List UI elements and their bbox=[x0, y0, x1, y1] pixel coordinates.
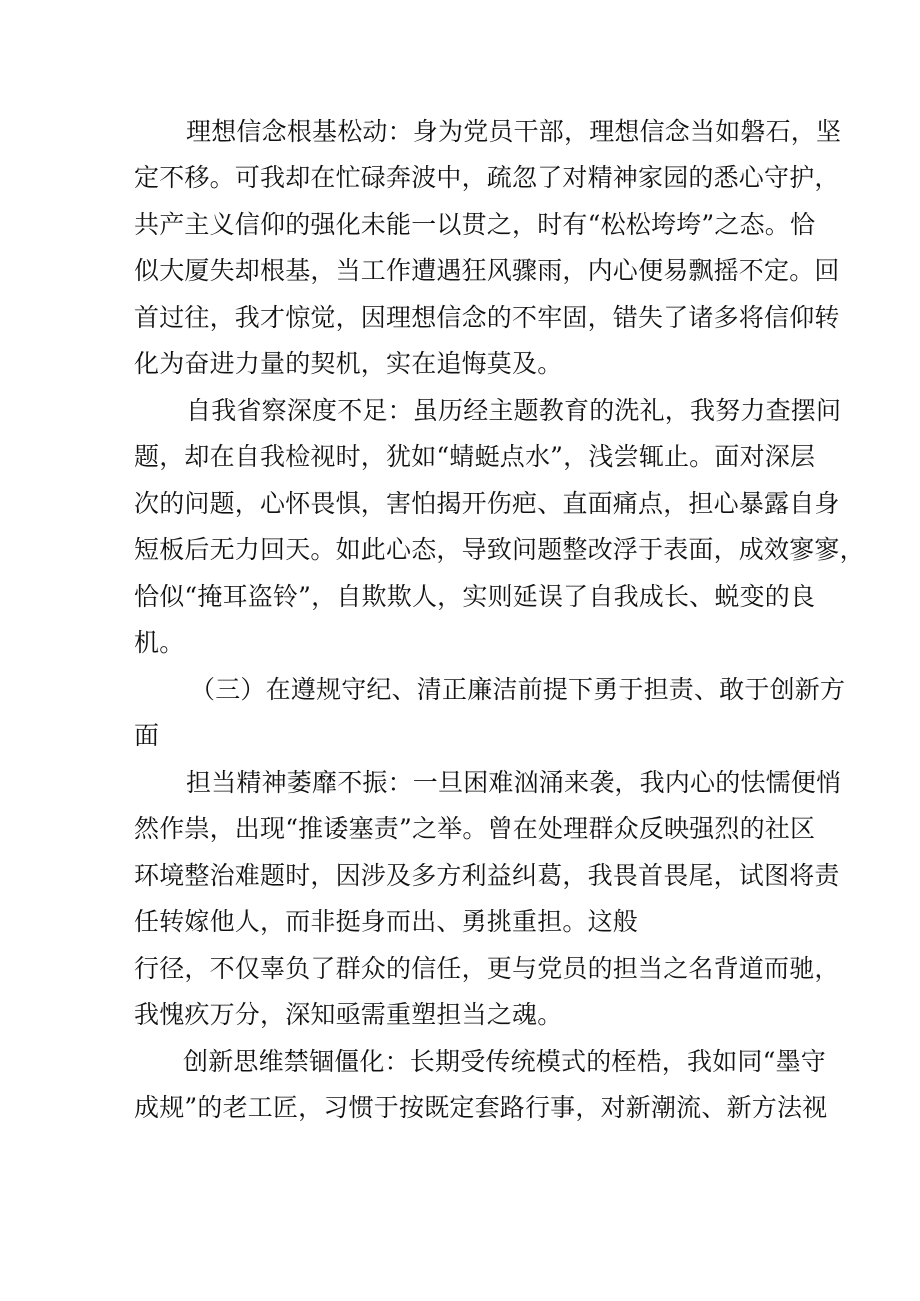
text-line: 我愧疚万分，深知亟需重塑担当之魂。 bbox=[134, 1000, 563, 1029]
text-line: 共产主义信仰的强化未能一以贯之，时有“松松垮垮”之态。恰 bbox=[134, 210, 816, 239]
text-line: 机。 bbox=[134, 628, 185, 657]
section-heading: 面 bbox=[134, 721, 160, 750]
text-line: 化为奋进力量的契机，实在追悔莫及。 bbox=[134, 349, 563, 378]
text-line: 次的问题，心怀畏惧，害怕揭开伤疤、直面痛点，担心暴露自身 bbox=[134, 489, 840, 518]
text-line: 自我省察深度不足：虽历经主题教育的洗礼，我努力查摆问 bbox=[186, 396, 842, 425]
text-line: 然作祟，出现“推诿塞责”之举。曾在处理群众反映强烈的社区 bbox=[134, 814, 816, 843]
text-line: 成规”的老工匠，习惯于按既定套路行事，对新潮流、新方法视 bbox=[134, 1093, 828, 1122]
text-line: 任转嫁他人，而非挺身而出、勇挑重担。这般 bbox=[134, 907, 639, 936]
text-line: 担当精神萎靡不振：一旦困难汹涌来袭，我内心的怯懦便悄 bbox=[186, 768, 842, 797]
section-heading: （三）在遵规守纪、清正廉洁前提下勇于担责、敢于创新方 bbox=[190, 675, 846, 704]
text-line: 首过往，我才惊觉，因理想信念的不牢固，错失了诸多将信仰转 bbox=[134, 303, 840, 332]
text-line: 行径，不仅辜负了群众的信任，更与党员的担当之名背道而驰， bbox=[134, 954, 840, 983]
text-line: 似大厦失却根基，当工作遭遇狂风骤雨，内心便易飘摇不定。回 bbox=[134, 256, 840, 285]
text-line: 理想信念根基松动：身为党员干部，理想信念当如磐石，坚 bbox=[186, 117, 842, 146]
text-line: 短板后无力回天。如此心态，导致问题整改浮于表面，成效寥寥， bbox=[134, 535, 865, 564]
text-line: 题，却在自我检视时，犹如“蜻蜓点水”，浅尝辄止。面对深层 bbox=[134, 442, 816, 471]
text-line: 定不移。可我却在忙碌奔波中，疏忽了对精神家园的悉心守护， bbox=[134, 163, 840, 192]
text-line: 创新思维禁锢僵化：长期受传统模式的桎梏，我如同“墨守 bbox=[183, 1047, 826, 1076]
text-line: 恰似“掩耳盗铃”，自欺欺人，实则延误了自我成长、蜕变的良 bbox=[134, 582, 816, 611]
text-line: 环境整治难题时，因涉及多方利益纠葛，我畏首畏尾，试图将责 bbox=[134, 861, 840, 890]
